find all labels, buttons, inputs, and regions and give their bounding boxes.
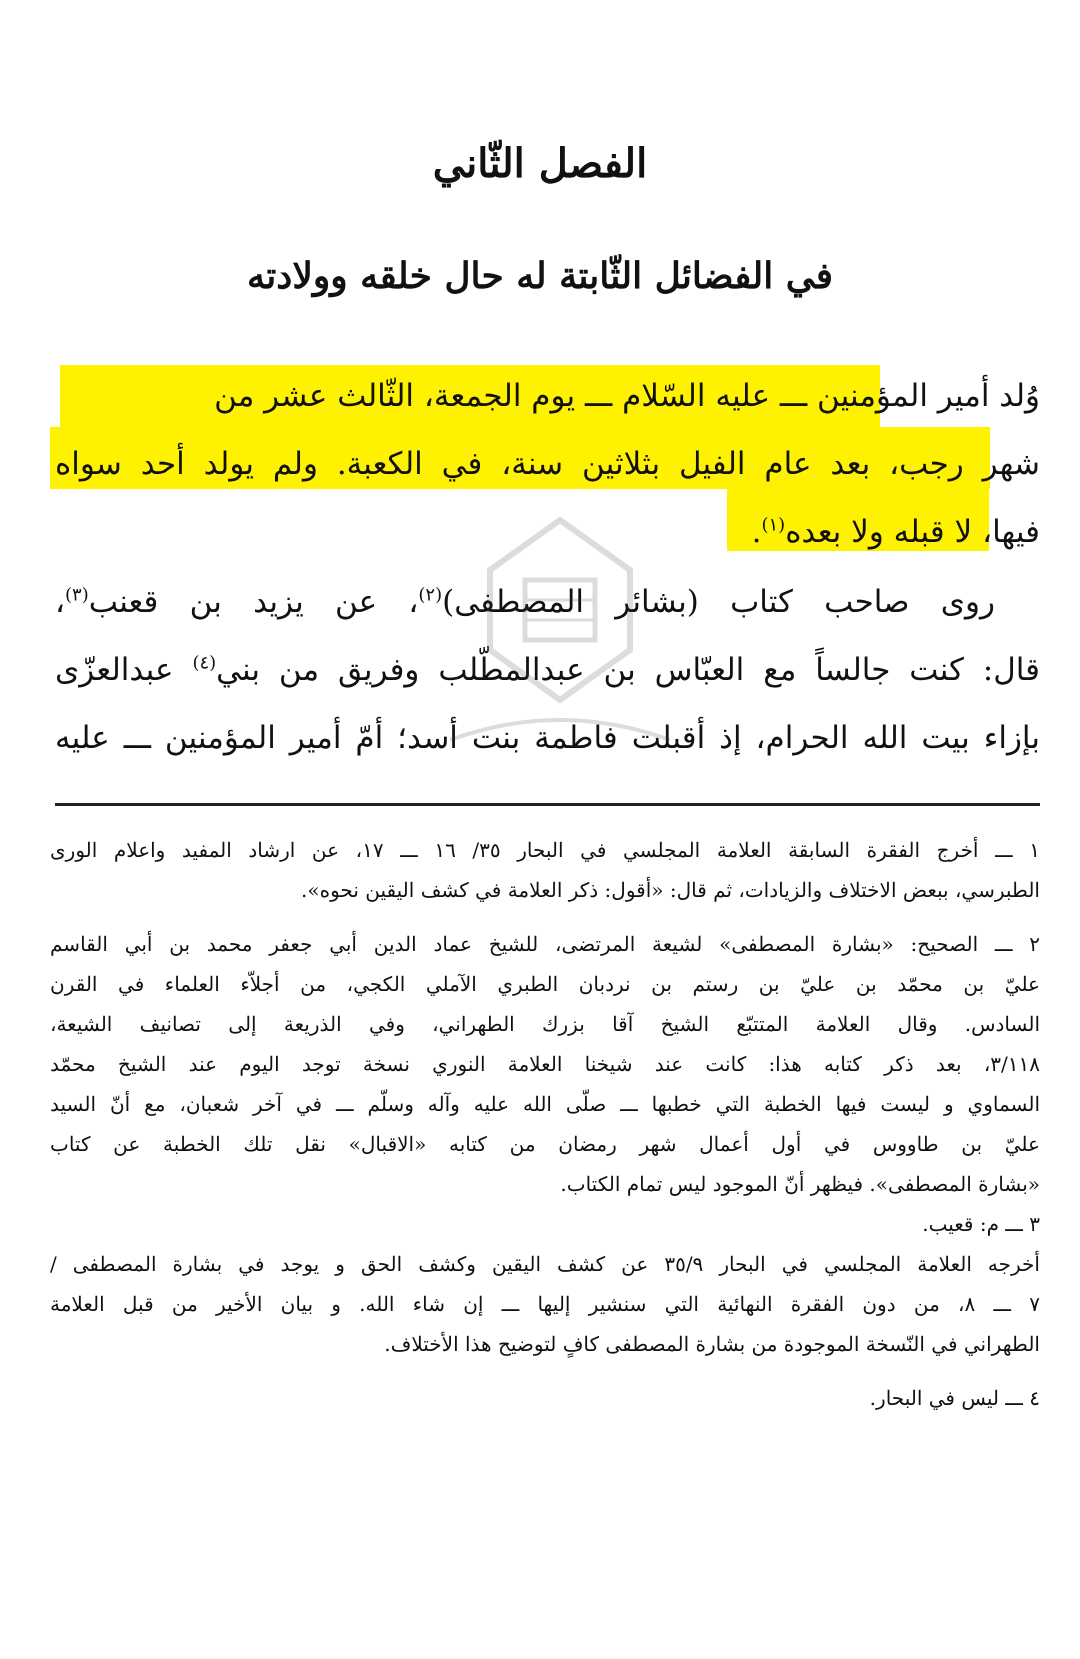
footnote-line: الطبرسي، ببعض الاختلاف والزيادات، ثم قال: «أقول: ذكر العلامة في كشف اليقين نحوه». xyxy=(301,878,1040,902)
paragraph-line: وُلد أمير المؤمنين ـــ عليه السّلام ـــ يوم الجمعة، الثّالث عشر من xyxy=(214,378,1040,414)
paragraph-line: بإزاء بيت الله الحرام، إذ أقبلت فاطمة بنت أسد؛ أمّ أمير المؤمنين ـــ عليه xyxy=(55,720,1040,756)
footnote-line: ٧ ـــ ٨، من دون الفقرة النهائية التي سنشير إليها ـــ إن شاء الله. و بيان الأخير من قبل العلامة xyxy=(50,1292,1040,1316)
footnote-ref: (٢) xyxy=(418,584,443,606)
footnote-line: عليّ بن طاووس في أول أعمال شهر رمضان من كتابه «الاقبال» نقل تلك الخطبة عن كتاب xyxy=(50,1132,1040,1156)
footnote-4 xyxy=(50,1378,1040,1418)
chapter-subtitle: في الفضائل الثّابتة له حال خلقه وولادته xyxy=(246,255,834,297)
footnote-2 xyxy=(50,924,1040,1204)
footnote-line: «بشارة المصطفى». فيظهر أنّ الموجود ليس تمام الكتاب. xyxy=(560,1172,1040,1196)
footnote-line: السماوي و ليست فيها الخطبة التي خطبها ـــ صلّى الله عليه وآله وسلّم ـــ في آخر شعبان، مع أنّ السيد xyxy=(50,1092,1040,1116)
footnote-line: ١ ـــ أخرج الفقرة السابقة العلامة المجلسي في البحار ٣٥/ ١٦ ـــ ١٧، عن ارشاد المفيد واعلام الورى xyxy=(50,838,1040,862)
footnotes-section xyxy=(50,830,1040,1418)
footnote-3 xyxy=(50,1204,1040,1244)
paragraph-text: عبدالعزّى xyxy=(55,652,174,688)
footnote-line: ٣/١١٨، بعد ذكر كتابه هذا: كانت عند شيخنا العلامة النوري نسخة توجد اليوم عند الشيخ محمّد xyxy=(50,1052,1040,1076)
footnote-line: ٣ ـــ م: قعيب. xyxy=(922,1212,1040,1236)
footnote-line: السادس. وقال العلامة المتتبّع الشيخ آقا بزرك الطهراني، وفي الذريعة إلى تصانيف الشيعة، xyxy=(50,1012,1040,1036)
footnote-ref: (٣) xyxy=(65,584,89,606)
library-seal-watermark xyxy=(410,500,710,800)
footnote-line: ٤ ـــ ليس في البحار. xyxy=(869,1386,1040,1410)
footnote-1 xyxy=(50,830,1040,910)
footnote-3-continued xyxy=(50,1244,1040,1364)
paragraph-line-text: فيها، لا قبله ولا بعده xyxy=(785,514,1040,550)
footnote-ref: (٤) xyxy=(192,652,217,674)
footnote-line: ٢ ـــ الصحيح: «بشارة المصطفى» لشيعة المرتضى، للشيخ عماد الدين أبي جعفر محمد بن أبي القاسم xyxy=(50,932,1040,956)
paragraph-text: ، xyxy=(55,584,66,620)
paragraph-text: قال: كنت جالساً مع العبّاس بن عبدالمطّلب وفريق من بني xyxy=(216,652,1040,688)
paragraph-line: شهر رجب، بعد عام الفيل بثلاثين سنة، في الكعبة. ولم يولد أحد سواه xyxy=(55,446,1040,482)
footnote-line: عليّ بن محمّد بن عليّ بن رستم بن نردبان الطبري الآملي الكجي، من أجلاّء العلماء في القرن xyxy=(50,972,1040,996)
footnote-line: الطهراني في النّسخة الموجودة من بشارة المصطفى كافٍ لتوضيح هذا الأختلاف. xyxy=(384,1332,1040,1356)
paragraph-text: روى صاحب كتاب (بشائر المصطفى) xyxy=(442,584,995,620)
footnote-ref: (١) xyxy=(761,514,786,536)
paragraph-line-end: . xyxy=(751,514,762,550)
footnote-line: أخرجه العلامة المجلسي في البحار ٣٥/٩ عن كشف اليقين وكشف الحق و يوجد في بشارة المصطفى / xyxy=(50,1252,1040,1276)
chapter-title: الفصل الثّاني xyxy=(432,140,648,187)
paragraph-text: ، عن يزيد بن قعنب xyxy=(88,584,419,620)
footnote-divider xyxy=(55,803,1040,806)
